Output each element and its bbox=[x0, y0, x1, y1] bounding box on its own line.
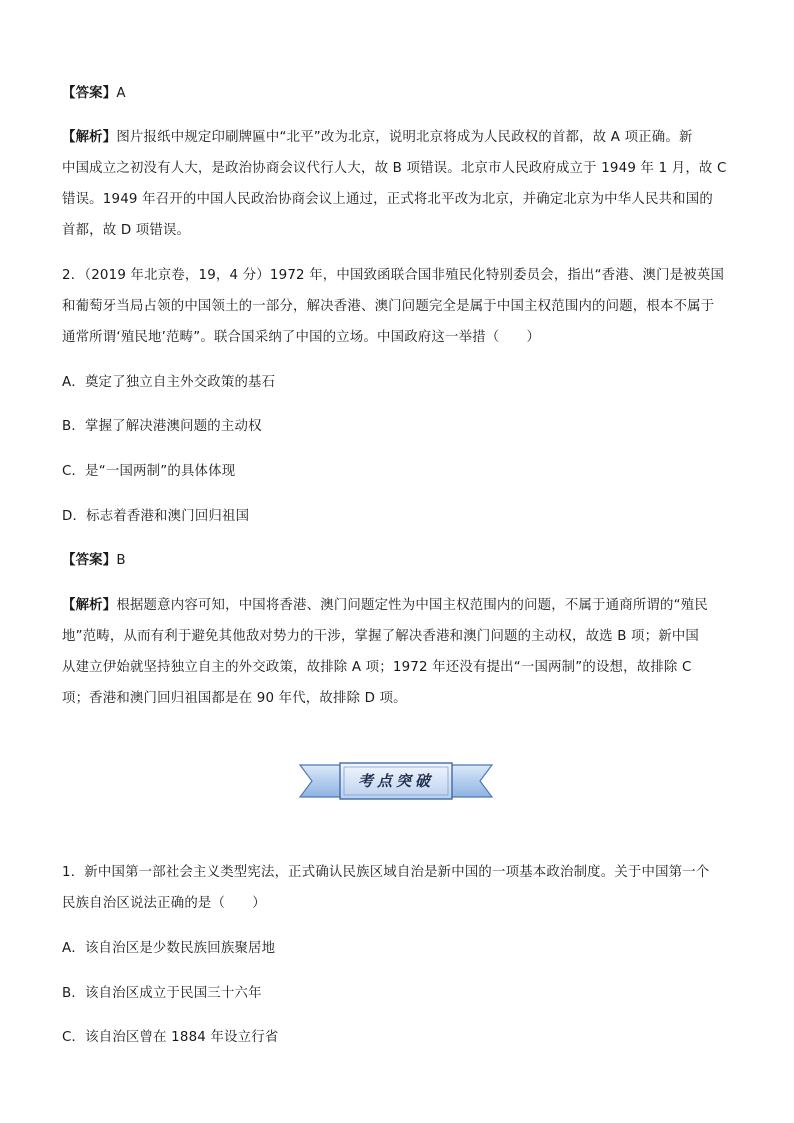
question-1-stem-1: 1．新中国第一部社会主义类型宪法，正式确认民族区域自治是新中国的一项基本政治制度。关于中国第一个 bbox=[62, 865, 710, 880]
answer-line-2 bbox=[62, 551, 734, 571]
analysis-line-2-2: 地”范畴，从而有利于避免其他敌对势力的干涉，掌握了解决香港和澳门问题的主动权，故选 B 项；新中国 bbox=[62, 629, 700, 644]
question-1-option-a: A．该自治区是少数民族回族聚居地 bbox=[62, 941, 276, 956]
analysis-line-1-1 bbox=[62, 128, 734, 148]
question-2-stem-1: 2．（2019 年北京卷，19，4 分）1972 年，中国致函联合国非殖民化特别委员会，指出“香港、澳门是被英国 bbox=[62, 268, 725, 283]
analysis-line-1-3: 错误。1949 年召开的中国人民政治协商会议上通过，正式将北平改为北京，并确定北京为中华人民共和国的 bbox=[62, 192, 713, 207]
question-2-option-c: C．是“一国两制”的具体体现 bbox=[62, 464, 236, 479]
question-1-option-c: C．该自治区曾在 1884 年设立行省 bbox=[62, 1030, 279, 1045]
analysis-line-1-4: 首都，故 D 项错误。 bbox=[62, 223, 191, 238]
banner-label: 考点突破 bbox=[357, 772, 434, 790]
question-2-option-a: A．奠定了独立自主外交政策的基石 bbox=[62, 375, 276, 390]
answer-line-1 bbox=[62, 84, 734, 104]
analysis-text: 图片报纸中规定印刷牌匾中“北平”改为北京，说明北京将成为人民政权的首都，故 A 项正确。新 bbox=[116, 130, 693, 145]
question-1-option-b: B．该自治区成立于民国三十六年 bbox=[62, 986, 262, 1001]
analysis-label: 【解析】 bbox=[62, 130, 117, 145]
answer-value: B bbox=[116, 553, 126, 568]
question-1-stem-2: 民族自治区说法正确的是（ ） bbox=[62, 896, 266, 911]
analysis-line-1-2: 中国成立之初没有人大，是政治协商会议代行人大，故 B 项错误。北京市人民政府成立于 1949 年 1 月，故 C bbox=[62, 161, 727, 176]
question-2-stem-3: 通常所谓‘殖民地’范畴”。联合国采纳了中国的立场。中国政府这一举措（ ） bbox=[62, 330, 541, 345]
analysis-text: 根据题意内容可知，中国将香港、澳门问题定性为中国主权范围内的问题，不属于通商所谓的“殖民 bbox=[116, 598, 708, 613]
answer-value: A bbox=[116, 86, 126, 101]
analysis-line-2-1 bbox=[62, 596, 734, 616]
analysis-label: 【解析】 bbox=[62, 598, 117, 613]
question-2-option-d: D．标志着香港和澳门回归祖国 bbox=[62, 509, 250, 524]
analysis-line-2-4: 项；香港和澳门回归祖国都是在 90 年代，故排除 D 项。 bbox=[62, 691, 407, 706]
analysis-line-2-3: 从建立伊始就坚持独立自主的外交政策，故排除 A 项；1972 年还没有提出“一国两制”的设想，故排除 C bbox=[62, 660, 692, 675]
section-banner bbox=[298, 760, 494, 802]
answer-label: 【答案】 bbox=[62, 553, 117, 568]
answer-label: 【答案】 bbox=[62, 86, 117, 101]
question-2-option-b: B．掌握了解决港澳问题的主动权 bbox=[62, 419, 262, 434]
question-2-stem-2: 和葡萄牙当局占领的中国领土的一部分，解决香港、澳门问题完全是属于中国主权范围内的问题，根本不属于 bbox=[62, 299, 715, 314]
